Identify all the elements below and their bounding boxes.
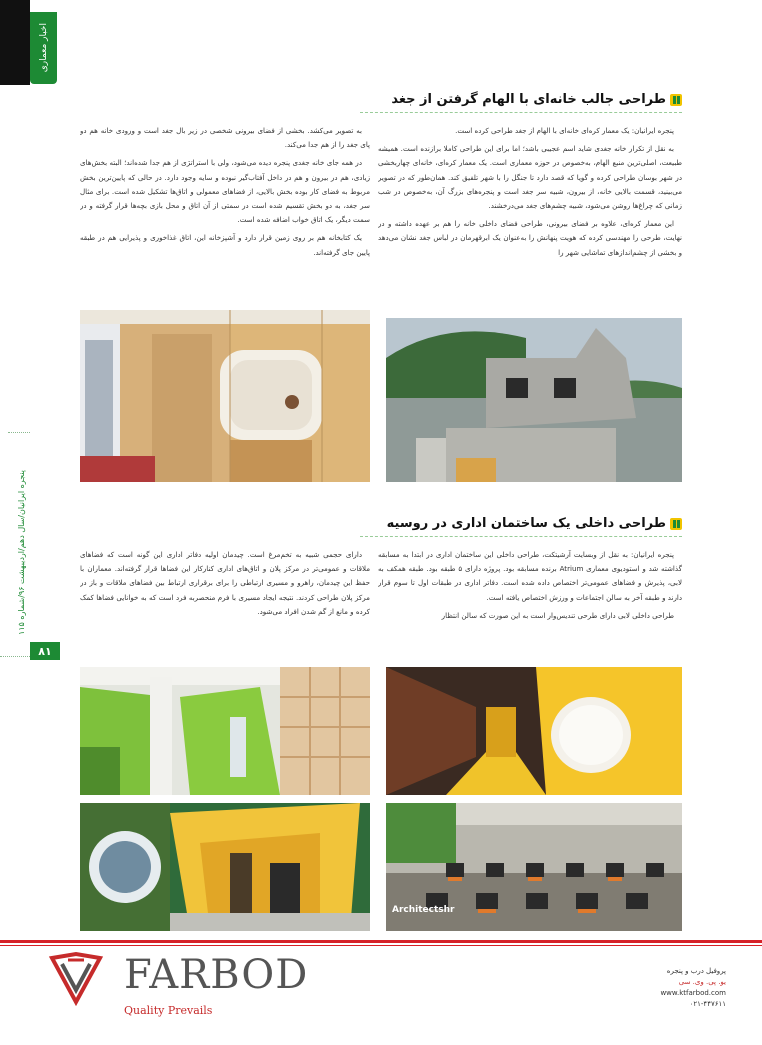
- paragraph: یک کتابخانه هم بر روی زمین قرار دارد و آشپزخانه این، اتاق غذاخوری و پذیرایی هم در طبقه پایین جای گرفته‌اند.: [80, 233, 370, 257]
- footer-red-rule: [0, 940, 762, 943]
- article2-title: طراحی داخلی یک ساختمان اداری در روسیه: [386, 516, 666, 531]
- heading-rule: [360, 112, 682, 113]
- photo-watermark: Architectshr: [392, 905, 455, 915]
- ad-phone: ۰۲۱-۴۴۷۶۱۱: [689, 1000, 726, 1008]
- paragraph: به تصویر می‌کشد. بخشی از فضای بیرونی شخصی در زیر بال جغد است و ورودی خانه هم دو پای جغد را از هم جدا می‌کند.: [80, 126, 370, 150]
- section-tab: [30, 12, 57, 84]
- paragraph: به نقل از تکرار خانه جغدی شاید اسم عجیبی باشد؛ اما برای این طراحی کاملا برازنده است. همیشه طبیعت، اصلی‌ترین منبع الهام، به‌خصوص در حوزه معماری است. یک معمار کره‌ای، خانه‌ای چهاربخشی در شهر بوسان طراحی کرده و گویا که قصد دارد تا جنگل را با شهر تلفیق کند. همان‌طور که در تصویر می‌بینید، قسمت بالایی خانه، از بیرون، شبیه سر جغد است و پنجره‌های بزرگ آن، به‌خصوص در شب زمانی که چراغ‌ها روشن می‌شود، شبیه چشم‌های جغد می‌درخشند.: [378, 144, 682, 211]
- ad-line: یو. پی. وی. سی: [678, 978, 726, 986]
- article1-heading: [391, 92, 682, 107]
- page-number: ۸۱: [30, 642, 60, 660]
- auditorium-photo: [386, 803, 682, 931]
- owl-house-exterior-photo: [386, 318, 682, 482]
- paragraph: طراحی داخلی لابی دارای طرحی تندیس‌وار است به این صورت که سالن انتظار: [441, 610, 674, 620]
- article1-title: طراحی جالب خانه‌ای با الهام گرفتن از جغد: [391, 92, 666, 107]
- article2-heading: [387, 516, 682, 531]
- sidebar-black-bar: [0, 0, 30, 85]
- building-icon: [670, 518, 682, 530]
- green-office-photo: [80, 667, 370, 795]
- issue-info-text: پنجره ایرانیان/سال دهم/اردیبهشت ۹۶/شماره ۱۱۵: [16, 470, 26, 636]
- brand-tagline: Quality Prevails: [124, 1004, 213, 1017]
- paragraph: پنجره ایرانیان: به نقل از وبسایت آرشیتکت، طراحی داخلی این ساختمان اداری در ابتدا به مسابقه گذاشته شد و استودیوی معماری Atrium برنده مسابقه بود. پروژه دارای ۵ طبقه بود. طبقه همکف به لابی، پذیرش و فضاهای عمومی‌تر اختصاص داده شده است. دفاتر اداری در طبقات اول تا سوم قرار دارند و طبقه آخر به سالن اجتماعات و ورزش اختصاص یافته است.: [378, 550, 682, 602]
- paragraph: در همه جای خانه جغدی پنجره دیده می‌شود، ولی با استراتژی از هم جدا شده‌اند؛ البته بخش‌های زیادی، هم در بیرون و هم در داخل آفتاب‌گیر نبوده و سایه وجود دارد. در حالی که پایین‌ترین بخش مربوط به فضای کار بوده بخش بالایی، از فضاهای معمولی و اتاق‌ها تشکیل شده است. برای مثال سر جغد، به دو بخش تقسیم شده است در سمتی از آن اتاق و محل بازی بچه‌ها قرار گرفته و در سمت دیگر، یک اتاق خواب اضافه شده است.: [80, 158, 370, 225]
- farbod-logo-icon: [48, 950, 104, 1006]
- ad-url[interactable]: www.ktfarbod.com: [660, 989, 726, 997]
- ad-info: [606, 966, 726, 1010]
- issue-info: [14, 468, 28, 638]
- ad-line: پروفیل درب و پنجره: [666, 967, 726, 975]
- article1-right-column: [378, 124, 682, 302]
- sidebar-divider: [0, 656, 30, 657]
- footer-red-rule-thin: [0, 945, 762, 946]
- heading-rule: [360, 536, 682, 537]
- article1-left-column: [80, 124, 370, 302]
- building-icon: [670, 94, 682, 106]
- yellow-meeting-room-photo: [80, 803, 370, 931]
- sidebar-divider: [8, 432, 30, 433]
- article2-left-column: [80, 548, 370, 658]
- brand-name: FARBOD: [124, 952, 309, 998]
- paragraph: دارای حجمی شبیه به تخم‌مرغ است. چیدمان اولیه دفاتر اداری این گونه است که فضاهای ملاقات و عمومی‌تر در مرکز پلان و اتاق‌های اداری کنارکار این فضاها قرار گرفته‌اند. معماران با حفظ این چیدمان، راهرو و مسیری ارتباطی را برای برقراری ارتباط بین فضاهای ملاقات و باز در مرکز پلان طراحی کردند. نتیجه ایجاد مسیری با فرم منحصربه فرد است که به خوانایی فضاها کمک کرده و مانع از گم شدن افراد می‌شود.: [80, 550, 370, 616]
- owl-house-interior-photo: [80, 310, 370, 482]
- paragraph: پنجره ایرانیان: یک معمار کره‌ای خانه‌ای با الهام از جغد طراحی کرده است.: [455, 126, 674, 135]
- paragraph: این معمار کره‌ای، علاوه بر فضای بیرونی، طراحی فضای داخلی خانه را هم بر عهده داشته و در نهایت، طرحی را مهندسی کرده که هویت پنهانش را به‌عنوان یک ابرقهرمان در لباس جغد نشان می‌دهد و بخشی از چشم‌اندازهای تماشایی شهر را: [378, 219, 682, 257]
- section-label: اخبار معماری: [38, 23, 49, 73]
- article2-right-column: [378, 548, 682, 658]
- yellow-lobby-photo: [386, 667, 682, 795]
